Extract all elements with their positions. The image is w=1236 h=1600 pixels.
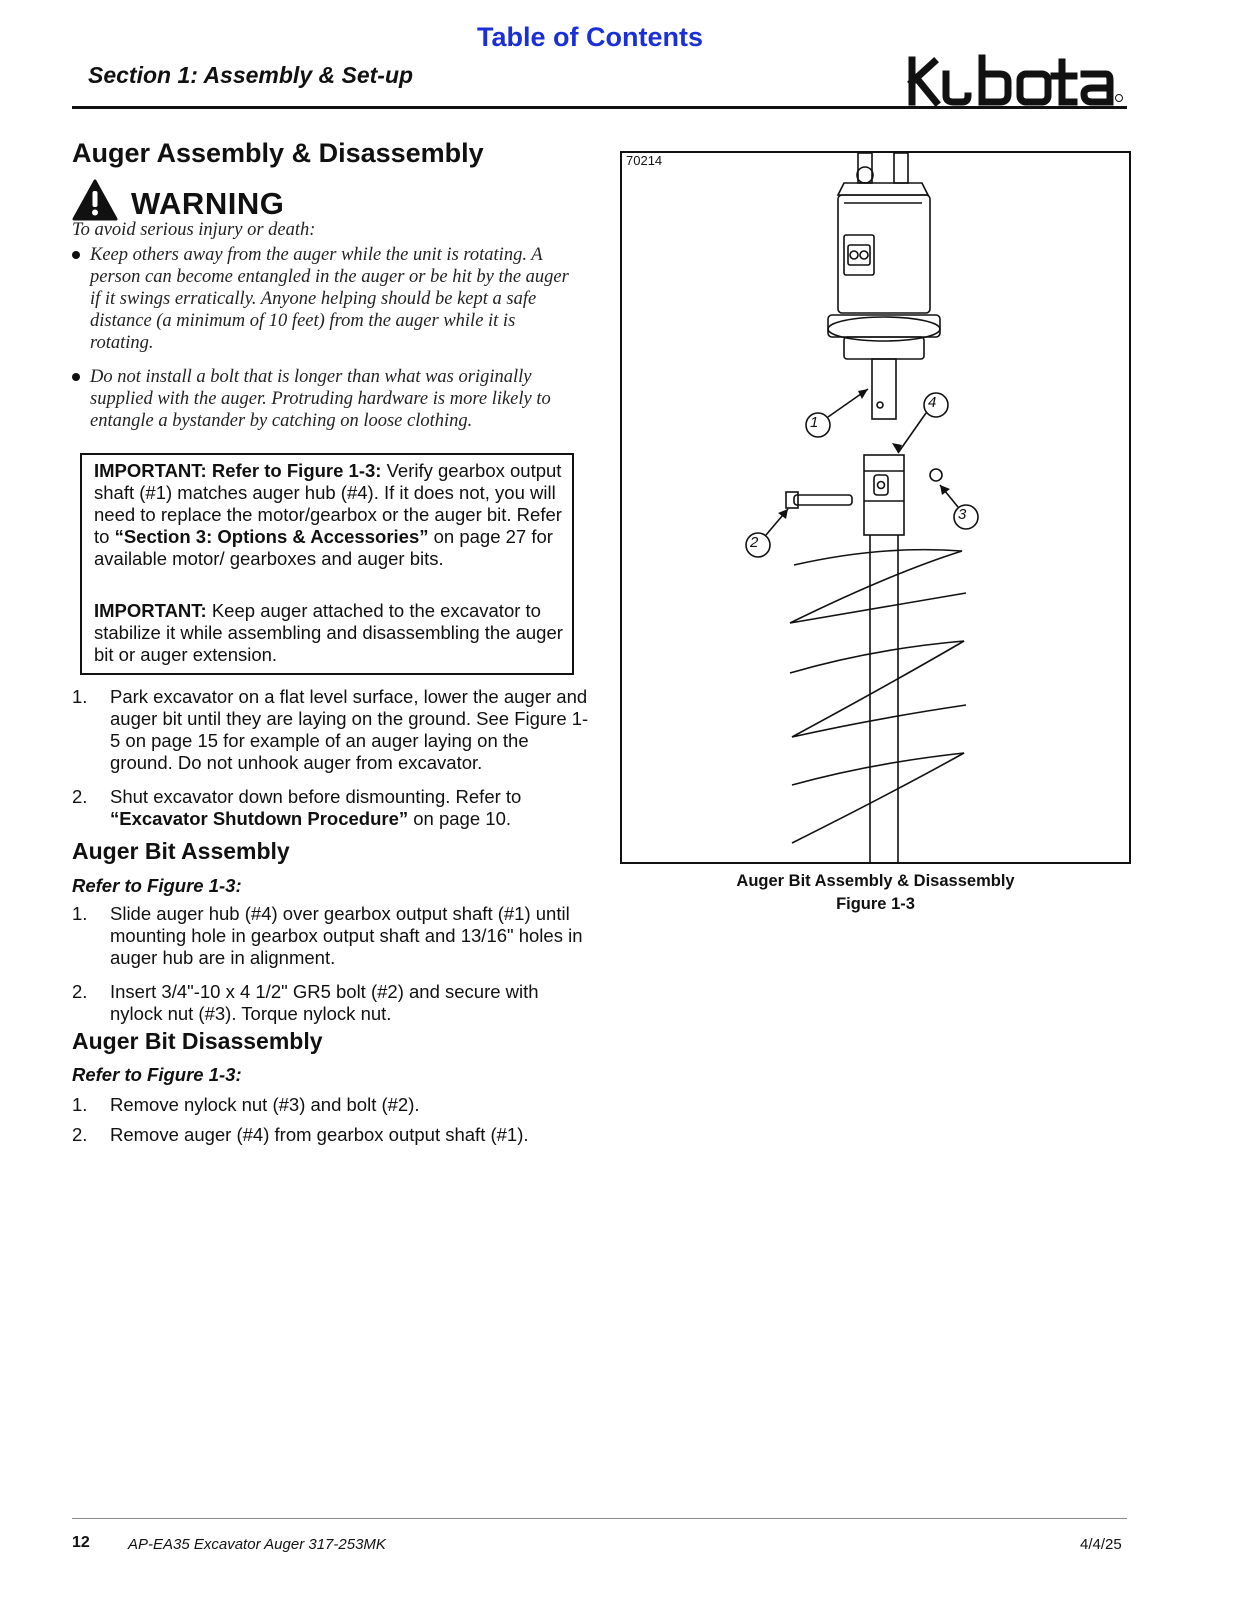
- step-text: Insert 3/4"-10 x 4 1/2" GR5 bolt (#2) and secure with nylock nut (#3). Torque nylock nut.: [110, 981, 539, 1024]
- kubota-logo: [906, 52, 1126, 110]
- header-rule: [72, 106, 1127, 109]
- footer-rule: [72, 1518, 1127, 1519]
- step-number: 1.: [72, 686, 88, 707]
- important-text: Verify gearbox output shaft (#1) matches auger hub (#4). If it does not, you will need to replace the motor/gearbox or the auger bit. Refer to: [94, 460, 562, 547]
- page-title: Auger Assembly & Disassembly: [72, 138, 484, 168]
- section-title: Section 1: Assembly & Set-up: [88, 62, 414, 88]
- figure-frame: [620, 151, 1131, 864]
- step-text: Park excavator on a flat level surface, lower the auger and auger bit until they are laying on the ground. See Figure 1-5 on page 15 for example of an auger laying on the ground. Do not unhook auger from excavator.: [110, 686, 589, 773]
- page-number: 12: [72, 1534, 90, 1551]
- disassembly-refer: Refer to Figure 1-3:: [72, 1064, 242, 1085]
- callout-3: 3: [958, 506, 967, 523]
- section-reference: “Section 3: Options & Accessories”: [114, 526, 429, 547]
- warning-bullet: Keep others away from the auger while the unit is rotating. A person can become entangled in the auger or be hit by the auger if it swings erratically. Anyone helping should be kept a safe distance (a minimum of 10 feet) from the auger while it is rotating.: [90, 245, 569, 353]
- important-text: Keep auger attached to the excavator to stabilize it while assembling and disassembling the auger bit or auger extension.: [94, 600, 563, 665]
- warning-triangle-icon: [72, 178, 118, 222]
- step-text: [110, 786, 590, 830]
- important-paragraph: [94, 600, 566, 666]
- assembly-refer: Refer to Figure 1-3:: [72, 875, 242, 896]
- step-number: 1.: [72, 903, 88, 924]
- step-text: Slide auger hub (#4) over gearbox output shaft (#1) until mounting hole in gearbox output shaft and 13/16" holes in auger hub are in alignment.: [110, 903, 583, 968]
- warning-title: WARNING: [131, 186, 285, 221]
- auger-illustration: [622, 153, 1129, 862]
- table-of-contents-link[interactable]: Table of Contents: [477, 22, 703, 52]
- step-text-part: Shut excavator down before dismounting. Refer to: [110, 786, 522, 807]
- figure-code: 70214: [626, 153, 663, 168]
- figure-caption-number: Figure 1-3: [836, 895, 915, 913]
- manual-title: AP-EA35 Excavator Auger 317-253MK: [128, 1536, 386, 1553]
- step-text-part: on page 10.: [408, 808, 511, 829]
- callout-1: 1: [810, 414, 819, 431]
- warning-bullet: Do not install a bolt that is longer than what was originally supplied with the auger. Protruding hardware is more likely to entangle a bystander by catching on loose clothing.: [90, 367, 551, 431]
- important-notice-box: [80, 453, 574, 675]
- important-label: IMPORTANT: Refer to Figure 1-3:: [94, 460, 382, 481]
- bullet-icon: [72, 251, 80, 259]
- important-paragraph: [94, 460, 566, 570]
- step-text: Remove nylock nut (#3) and bolt (#2).: [110, 1094, 420, 1115]
- callout-2: 2: [750, 534, 759, 551]
- bullet-icon: [72, 373, 80, 381]
- figure-caption: [620, 870, 1131, 916]
- step-number: 2.: [72, 981, 88, 1002]
- disassembly-heading: Auger Bit Disassembly: [72, 1028, 323, 1054]
- step-number: 2.: [72, 786, 88, 807]
- step-number: 2.: [72, 1124, 88, 1145]
- publication-date: 4/4/25: [1080, 1536, 1122, 1553]
- step-number: 1.: [72, 1094, 88, 1115]
- important-label: IMPORTANT:: [94, 600, 207, 621]
- figure-caption-title: Auger Bit Assembly & Disassembly: [736, 872, 1015, 890]
- callout-4: 4: [928, 394, 937, 411]
- procedure-reference: “Excavator Shutdown Procedure”: [110, 808, 409, 829]
- assembly-heading: Auger Bit Assembly: [72, 838, 290, 864]
- important-text: on page 27 for available motor/ gearboxes and auger bits.: [94, 526, 553, 569]
- warning-intro: To avoid serious injury or death:: [72, 220, 316, 240]
- step-text: Remove auger (#4) from gearbox output shaft (#1).: [110, 1124, 529, 1145]
